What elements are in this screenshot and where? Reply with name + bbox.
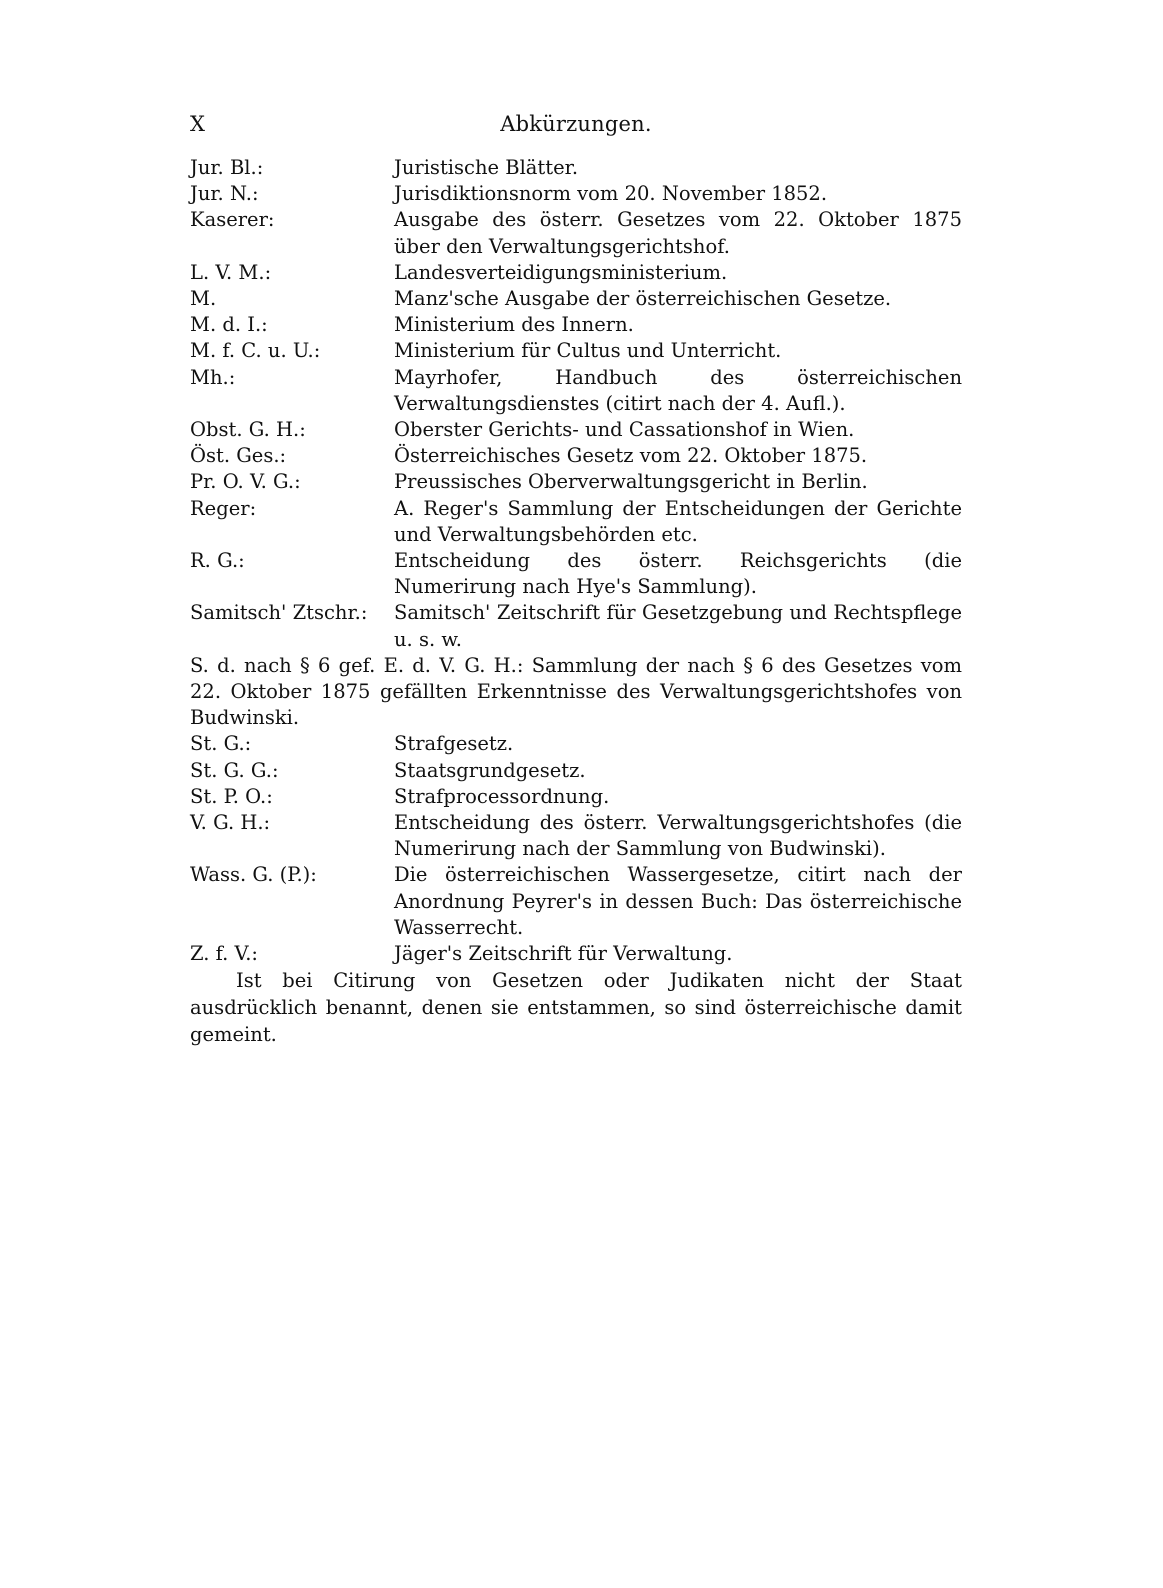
abbreviation-definition: Staatsgrundgesetz. [394,758,586,782]
closing-note: Ist bei Citirung von Gesetzen oder Judikaten nicht der Staat ausdrücklich benannt, denen sie entstammen, so sind österreichische damit gemeint. [190,969,962,1046]
abbreviation-entry [190,469,962,495]
abbreviation-entry [190,181,962,207]
abbreviation-term: Öst. Ges.: [190,444,287,468]
abbreviation-term: M. [190,287,217,311]
abbreviation-definition: Ministerium des Innern. [394,313,634,337]
abbreviation-entry [190,417,962,443]
page-header [190,108,962,140]
abbreviation-entry [190,862,962,941]
abbreviation-term: Samitsch' Ztschr.: [190,601,368,625]
abbreviation-entry [190,338,962,364]
abbreviation-definition: Ausgabe des österr. Gesetzes vom 22. Oktober 1875 über den Verwaltungsgerichtshof. [394,208,962,258]
abbreviation-entry [190,260,962,286]
abbreviation-entry [190,312,962,338]
abbreviation-entry [190,784,962,810]
abbreviation-list [190,155,962,967]
abbreviation-term: Reger: [190,496,257,520]
abbreviation-definition: Entscheidung des österr. Reichsgerichts (die Numerirung nach Hye's Sammlung). [394,549,962,599]
abbreviation-definition: Landesverteidigungsministerium. [394,260,728,284]
abbreviation-entry [190,600,962,652]
abbreviation-entry [190,758,962,784]
abbreviation-definition: Samitsch' Zeitschrift für Gesetzgebung und Rechtspflege u. s. w. [394,601,962,651]
abbreviation-definition: A. Reger's Sammlung der Entscheidungen der Gerichte und Verwaltungsbehörden etc. [394,496,962,546]
abbreviation-entry [190,286,962,312]
abbreviation-entry [190,810,962,862]
running-title: Abkürzungen. [500,112,652,136]
abbreviation-definition: Manz'sche Ausgabe der österreichischen Gesetze. [394,287,892,311]
abbreviation-term: V. G. H.: [190,811,271,835]
abbreviation-definition: Preussisches Oberverwaltungsgericht in Berlin. [394,470,868,494]
abbreviation-definition: Sammlung der nach § 6 des Gesetzes vom 22. Oktober 1875 gefällten Erkenntnisse des Verwaltungsgerichtshofes von Budwinski. [190,653,962,730]
abbreviation-term: St. G.: [190,732,252,756]
abbreviation-term: Pr. O. V. G.: [190,470,301,494]
abbreviation-term: Jur. N.: [190,182,259,206]
abbreviation-entry [190,496,962,548]
abbreviation-definition: Mayrhofer, Handbuch des österreichischen Verwaltungsdienstes (citirt nach der 4. Aufl.). [394,365,962,415]
abbreviation-definition: Oberster Gerichts- und Cassationshof in Wien. [394,418,855,442]
abbreviation-entry [190,443,962,469]
abbreviation-entry-text [190,653,962,732]
abbreviation-definition: Entscheidung des österr. Verwaltungsgerichtshofes (die Numerirung nach der Sammlung von Budwinski). [394,811,962,861]
abbreviation-entry [190,155,962,181]
abbreviation-term: Z. f. V.: [190,942,258,966]
abbreviation-term: L. V. M.: [190,260,272,284]
abbreviation-entry [190,653,962,732]
abbreviation-entry [190,548,962,600]
abbreviation-term: St. P. O.: [190,784,273,808]
abbreviation-definition: Österreichisches Gesetz vom 22. Oktober 1875. [394,444,868,468]
abbreviation-entry [190,731,962,757]
abbreviation-definition: Strafgesetz. [394,732,514,756]
abbreviation-term: Obst. G. H.: [190,418,306,442]
abbreviation-entry [190,207,962,259]
abbreviation-definition: Strafprocessordnung. [394,784,610,808]
abbreviation-definition: Die österreichischen Wassergesetze, citirt nach der Anordnung Peyrer's in dessen Buch: Das österreichische Wasserrecht. [394,863,962,939]
page-number: X [190,112,205,136]
abbreviation-term: R. G.: [190,549,245,573]
abbreviation-term: M. f. C. u. U.: [190,339,321,363]
abbreviation-definition: Ministerium für Cultus und Unterricht. [394,339,782,363]
abbreviation-term: Kaserer: [190,208,275,232]
abbreviation-term: Mh.: [190,365,236,389]
abbreviation-term: M. d. I.: [190,313,268,337]
abbreviation-entry [190,941,962,967]
abbreviation-term: St. G. G.: [190,758,279,782]
abbreviation-definition: Juristische Blätter. [394,156,579,179]
abbreviation-definition: Jäger's Zeitschrift für Verwaltung. [394,942,733,966]
abbreviation-term: Wass. G. (P.): [190,863,317,887]
abbreviation-definition: Jurisdiktionsnorm vom 20. November 1852. [394,182,828,206]
abbreviation-term: Jur. Bl.: [190,156,264,179]
abbreviation-entry [190,365,962,417]
abbreviation-term: S. d. nach § 6 gef. E. d. V. G. H.: [190,653,524,677]
